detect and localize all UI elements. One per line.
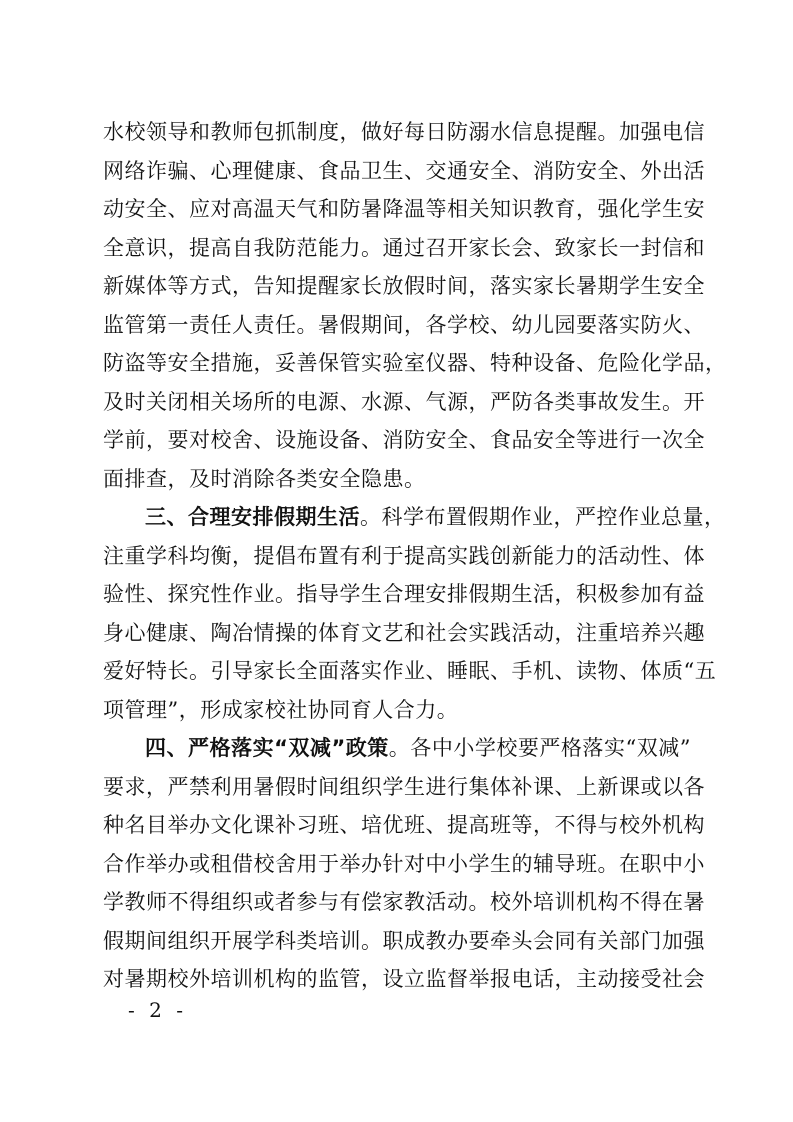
- paragraph-3-first-line-text: 。各中小学校要严格落实“双减”: [388, 736, 691, 760]
- section-heading-3: 三、合理安排假期生活: [145, 505, 360, 529]
- paragraph-1-line-2: 网络诈骗、心理健康、食品卫生、交通安全、消防安全、外出活: [103, 159, 705, 183]
- paragraph-1-line-1: 水校领导和教师包抓制度，做好每日防溺水信息提醒。加强电信: [103, 120, 705, 144]
- paragraph-3-line-7: 对暑期校外培训机构的监管，设立监督举报电话，主动接受社会: [103, 967, 705, 991]
- paragraph-1-line-5: 新媒体等方式，告知提醒家长放假时间，落实家长暑期学生安全: [103, 274, 705, 298]
- paragraph-1-line-9: 学前，要对校舍、设施设备、消防安全、食品安全等进行一次全: [103, 428, 705, 452]
- paragraph-3-line-5: 学教师不得组织或者参与有偿家教活动。校外培训机构不得在暑: [103, 890, 705, 914]
- paragraph-3-line-3: 种名目举办文化课补习班、培优班、提高班等，不得与校外机构: [103, 813, 705, 837]
- paragraph-2-first-line: [145, 497, 726, 537]
- paragraph-3-line-4: 合作举办或租借校舍用于举办针对中小学生的辅导班。在职中小: [103, 852, 705, 876]
- paragraph-1-line-7: 防盗等安全措施，妥善保管实验室仪器、特种设备、危险化学品，: [103, 351, 727, 375]
- paragraph-1-line-10: 面排查，及时消除各类安全隐患。: [103, 467, 426, 491]
- paragraph-2-first-line-text: 。科学布置假期作业，严控作业总量，: [360, 505, 726, 529]
- paragraph-3-line-6: 假期间组织开展学科类培训。职成教办要牵头会同有关部门加强: [103, 929, 705, 953]
- paragraph-1-line-8: 及时关闭相关场所的电源、水源、气源，严防各类事故发生。开: [103, 390, 705, 414]
- page-number: - 2 -: [128, 998, 187, 1022]
- paragraph-2-line-4: 身心健康、陶冶情操的体育文艺和社会实践活动，注重培养兴趣: [103, 621, 705, 645]
- paragraph-1-line-4: 全意识，提高自我防范能力。通过召开家长会、致家长一封信和: [103, 236, 705, 260]
- section-heading-4: 四、严格落实“双减”政策: [145, 736, 389, 760]
- paragraph-2-line-6: 项管理”，形成家校社协同育人合力。: [103, 698, 459, 722]
- paragraph-1-line-3: 动安全、应对高温天气和防暑降温等相关知识教育，强化学生安: [103, 197, 705, 221]
- paragraph-1-line-6: 监管第一责任人责任。暑假期间，各学校、幼儿园要落实防火、: [103, 313, 705, 337]
- paragraph-3-first-line: [145, 728, 691, 768]
- paragraph-2-line-2: 注重学科均衡，提倡布置有利于提高实践创新能力的活动性、体: [103, 544, 705, 568]
- paragraph-3-line-2: 要求，严禁利用暑假时间组织学生进行集体补课、上新课或以各: [103, 775, 705, 799]
- paragraph-2-line-5: 爱好特长。引导家长全面落实作业、睡眠、手机、读物、体质“五: [103, 659, 717, 683]
- paragraph-2-line-3: 验性、探究性作业。指导学生合理安排假期生活，积极参加有益: [103, 582, 705, 606]
